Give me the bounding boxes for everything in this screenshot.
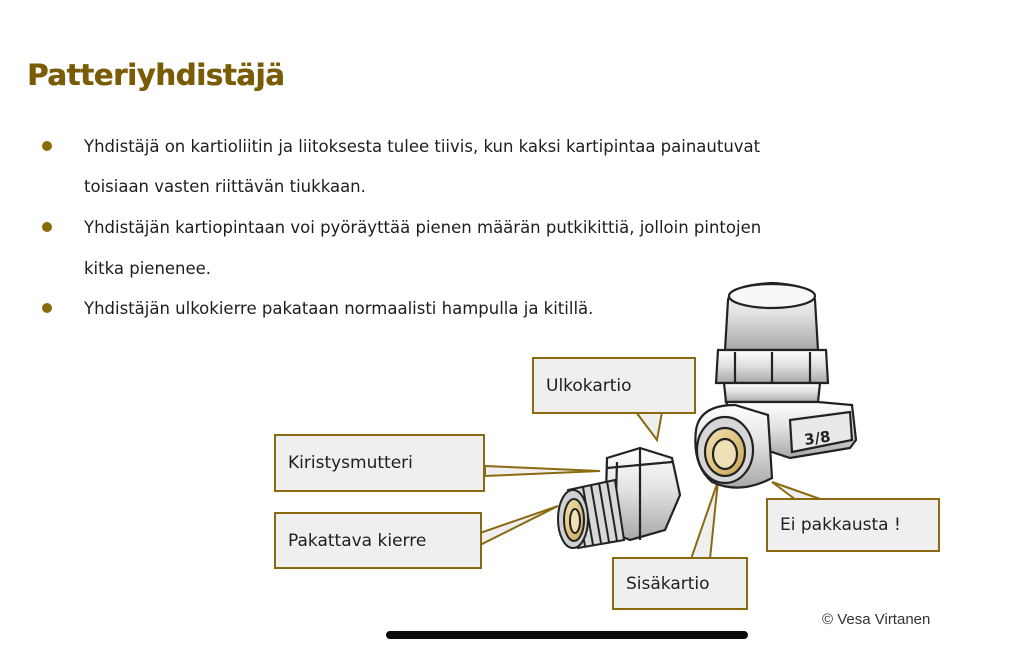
home-indicator[interactable] bbox=[386, 631, 748, 639]
bullet-line: Yhdistäjän ulkokierre pakataan normaalisti hampulla ja kitillä. bbox=[84, 299, 594, 318]
page-title: Patteriyhdistäjä bbox=[27, 58, 285, 92]
ulkokartio-pointer bbox=[636, 412, 662, 440]
valve-cap bbox=[716, 283, 828, 402]
callout-sisakartio bbox=[612, 557, 748, 610]
callout-label: Ulkokartio bbox=[546, 375, 632, 396]
copyright-credit: © Vesa Virtanen bbox=[822, 611, 931, 628]
valve-body bbox=[695, 402, 856, 488]
callout-label: Pakattava kierre bbox=[288, 530, 427, 551]
bullet-line: toisiaan vasten riittävän tiukkaan. bbox=[84, 177, 366, 196]
bullet-line: Yhdistäjän kartiopintaan voi pyöräyttää pienen määrän putkikittiä, jolloin pintojen bbox=[84, 218, 762, 237]
callout-pakattava-kierre bbox=[274, 512, 482, 569]
callout-label: Kiristysmutteri bbox=[288, 453, 413, 473]
pakattava-kierre-pointer bbox=[480, 506, 558, 545]
callout-label: Ei pakkausta ! bbox=[780, 515, 901, 535]
sisakartio-pointer bbox=[691, 481, 718, 559]
threaded-insert bbox=[558, 480, 624, 548]
callout-ei-pakkausta bbox=[766, 498, 940, 552]
bullet-line: Yhdistäjä on kartioliitin ja liitoksesta tulee tiivis, kun kaksi kartipintaa painautuvat bbox=[84, 137, 761, 156]
callout-ulkokartio bbox=[532, 357, 696, 414]
callout-kiristysmutteri bbox=[274, 434, 485, 492]
bullet-line: kitka pienenee. bbox=[84, 259, 212, 278]
valve-size-marking: 3/8 bbox=[803, 427, 832, 449]
kiristysmutteri-pointer bbox=[485, 466, 600, 476]
callout-label: Sisäkartio bbox=[626, 573, 710, 594]
